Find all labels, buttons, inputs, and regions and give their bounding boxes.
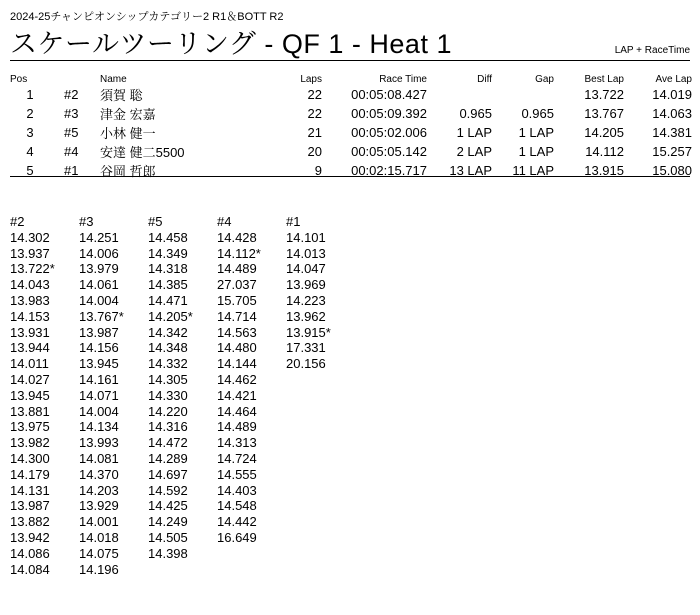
lap-time: 14.006 <box>79 245 119 261</box>
lap-time: 14.305 <box>148 371 188 387</box>
result-best-lap: 14.112 <box>585 144 624 159</box>
col-header-ave-lap: Ave Lap <box>655 74 692 85</box>
result-pos: 5 <box>26 163 34 178</box>
lap-time: 14.548 <box>217 498 257 514</box>
result-no: #5 <box>64 125 79 140</box>
result-best-lap: 13.915 <box>584 163 624 178</box>
col-header-number <box>64 72 90 85</box>
lap-column-car-number: #3 <box>79 214 94 229</box>
lap-time: 14.251 <box>79 229 119 245</box>
lap-time: 14.489 <box>217 261 257 277</box>
lap-time: 15.705 <box>217 292 257 308</box>
lap-time: 14.472 <box>148 435 188 451</box>
lap-column <box>217 214 286 577</box>
lap-time: 14.086 <box>10 545 50 561</box>
lap-time: 14.313 <box>217 435 257 451</box>
lap-time: 14.425 <box>148 498 188 514</box>
lap-time: 13.945 <box>79 356 119 372</box>
result-diff: 2 LAP <box>456 144 492 159</box>
result-diff: 13 LAP <box>449 163 492 178</box>
result-best-lap: 13.767 <box>584 106 624 121</box>
lap-time: 14.203 <box>79 482 119 498</box>
lap-time: 14.220 <box>148 403 188 419</box>
lap-time: 13.937 <box>10 245 50 261</box>
result-race-time: 00:05:09.392 <box>351 106 427 121</box>
lap-time: 13.929 <box>79 498 119 514</box>
result-gap: 1 LAP <box>518 144 554 159</box>
lap-time: 14.592 <box>148 482 188 498</box>
lap-time: 14.043 <box>10 277 50 293</box>
lap-time: 20.156 <box>286 356 326 372</box>
col-header-best-lap: Best Lap <box>584 74 624 85</box>
lap-time: 14.421 <box>217 387 257 403</box>
result-ave-lap: 14.063 <box>652 106 692 121</box>
lap-time: 14.156 <box>79 340 119 356</box>
lap-time: 13.982 <box>10 435 50 451</box>
lap-time: 14.348 <box>148 340 188 356</box>
lap-time: 13.942 <box>10 529 50 545</box>
result-ave-lap: 14.381 <box>652 125 692 140</box>
result-row <box>10 123 692 142</box>
lap-time: 14.505 <box>148 529 188 545</box>
result-name: 小林 健一 <box>100 126 156 141</box>
lap-time: 13.987 <box>10 498 50 514</box>
result-no: #2 <box>64 87 79 102</box>
col-header-laps: Laps <box>300 74 322 85</box>
lap-time: 14.300 <box>10 450 50 466</box>
result-laps: 22 <box>307 87 322 102</box>
lap-time: 14.179 <box>10 466 50 482</box>
header-divider <box>10 60 690 61</box>
result-row <box>10 104 692 123</box>
lap-time: 14.081 <box>79 450 119 466</box>
result-ave-lap: 14.019 <box>652 87 692 102</box>
result-best-lap: 13.722 <box>584 87 624 102</box>
lap-time: 14.714 <box>217 308 257 324</box>
result-no: #4 <box>64 144 79 159</box>
lap-time: 14.458 <box>148 229 188 245</box>
lap-time: 13.945 <box>10 387 50 403</box>
result-name: 谷岡 哲郎 <box>100 164 156 179</box>
lap-time: 17.331 <box>286 340 326 356</box>
result-row <box>10 161 692 180</box>
lap-time: 14.370 <box>79 466 119 482</box>
lap-time: 14.131 <box>10 482 50 498</box>
result-gap: 0.965 <box>521 106 554 121</box>
result-name: 安達 健二5500 <box>100 145 185 160</box>
result-name: 津金 宏嘉 <box>100 107 156 122</box>
lap-time: 14.442 <box>217 514 257 530</box>
lap-column <box>148 214 217 577</box>
lap-time: 14.555 <box>217 466 257 482</box>
lap-time: 14.489 <box>217 419 257 435</box>
lap-time: 13.993 <box>79 435 119 451</box>
result-best-lap: 14.205 <box>584 125 624 140</box>
lap-time: 13.962 <box>286 308 326 324</box>
lap-time: 13.722* <box>10 261 55 277</box>
lap-time: 13.931 <box>10 324 50 340</box>
result-race-time: 00:05:02.006 <box>351 125 427 140</box>
lap-time: 14.318 <box>148 261 188 277</box>
lap-time: 14.464 <box>217 403 257 419</box>
result-name: 須賀 聡 <box>100 88 143 103</box>
result-laps: 21 <box>307 125 322 140</box>
lap-time: 14.004 <box>79 403 119 419</box>
lap-time: 13.882 <box>10 514 50 530</box>
result-laps: 22 <box>307 106 322 121</box>
lap-time: 14.047 <box>286 261 326 277</box>
lap-time: 14.153 <box>10 308 50 324</box>
lap-column-car-number: #5 <box>148 214 163 229</box>
result-diff: 0.965 <box>459 106 492 121</box>
lap-time: 14.471 <box>148 292 188 308</box>
result-race-time: 00:05:05.142 <box>351 144 427 159</box>
lap-time: 14.134 <box>79 419 119 435</box>
result-diff: 1 LAP <box>456 125 492 140</box>
lap-time: 14.697 <box>148 466 188 482</box>
lap-time: 14.332 <box>148 356 188 372</box>
result-ave-lap: 15.257 <box>652 144 692 159</box>
lap-time: 14.071 <box>79 387 119 403</box>
lap-time: 13.969 <box>286 277 326 293</box>
lap-time: 14.316 <box>148 419 188 435</box>
lap-time: 14.249 <box>148 514 188 530</box>
lap-time: 14.289 <box>148 450 188 466</box>
lap-time: 14.385 <box>148 277 188 293</box>
col-header-diff: Diff <box>477 74 492 85</box>
result-pos: 3 <box>26 125 34 140</box>
result-race-time: 00:05:08.427 <box>351 87 427 102</box>
result-laps: 9 <box>314 163 322 178</box>
result-race-time: 00:02:15.717 <box>351 163 427 178</box>
lap-time: 14.027 <box>10 371 50 387</box>
lap-time: 14.018 <box>79 529 119 545</box>
lap-column <box>79 214 148 577</box>
lap-column-car-number: #2 <box>10 214 25 229</box>
lap-time: 13.975 <box>10 419 50 435</box>
col-header-gap: Gap <box>535 74 554 85</box>
lap-time: 27.037 <box>217 277 257 293</box>
result-row <box>10 85 692 104</box>
lap-time: 14.398 <box>148 545 188 561</box>
lap-times-grid <box>10 214 355 577</box>
event-subtitle: 2024-25チャンピオンシップカテゴリー2 R1＆BOTT R2 <box>10 11 284 23</box>
lap-time: 14.480 <box>217 340 257 356</box>
results-header-row <box>10 72 692 85</box>
lap-time: 14.004 <box>79 292 119 308</box>
lap-time: 16.649 <box>217 529 257 545</box>
lap-time: 14.724 <box>217 450 257 466</box>
result-laps: 20 <box>307 144 322 159</box>
lap-time: 14.302 <box>10 229 50 245</box>
lap-time: 13.944 <box>10 340 50 356</box>
result-row <box>10 142 692 161</box>
lap-time: 13.987 <box>79 324 119 340</box>
lap-time: 14.013 <box>286 245 326 261</box>
lap-time: 13.915* <box>286 324 331 340</box>
lap-time: 14.403 <box>217 482 257 498</box>
lap-time: 14.342 <box>148 324 188 340</box>
result-gap <box>492 85 554 104</box>
lap-time: 13.767* <box>79 308 124 324</box>
lap-time: 14.101 <box>286 229 326 245</box>
lap-column <box>286 214 355 577</box>
lap-time: 14.196 <box>79 561 119 577</box>
lap-time: 14.061 <box>79 277 119 293</box>
lap-time: 14.112* <box>217 245 261 261</box>
lap-column-car-number: #1 <box>286 214 301 229</box>
lap-time: 14.428 <box>217 229 257 245</box>
result-gap: 1 LAP <box>518 125 554 140</box>
lap-time: 13.979 <box>79 261 119 277</box>
lap-time: 14.011 <box>10 356 49 372</box>
display-mode-label: LAP + RaceTime <box>614 45 690 56</box>
results-table <box>10 72 692 180</box>
results-divider <box>10 176 690 177</box>
result-gap: 11 LAP <box>512 163 554 178</box>
lap-time: 14.205* <box>148 308 193 324</box>
result-diff <box>427 85 492 104</box>
lap-time: 14.462 <box>217 371 257 387</box>
lap-time: 14.223 <box>286 292 326 308</box>
lap-time: 14.144 <box>217 356 257 372</box>
lap-time: 14.075 <box>79 545 119 561</box>
result-pos: 4 <box>26 144 34 159</box>
col-header-name: Name <box>100 74 127 85</box>
result-no: #3 <box>64 106 79 121</box>
lap-time: 13.983 <box>10 292 50 308</box>
lap-time: 14.563 <box>217 324 257 340</box>
lap-column <box>10 214 79 577</box>
col-header-race-time: Race Time <box>379 74 427 85</box>
result-pos: 2 <box>26 106 34 121</box>
page-title: スケールツーリング - QF 1 - Heat 1 <box>10 29 452 59</box>
lap-time: 14.161 <box>79 371 119 387</box>
lap-time: 14.330 <box>148 387 188 403</box>
col-header-pos: Pos <box>10 74 28 85</box>
lap-time: 13.881 <box>10 403 50 419</box>
lap-time: 14.001 <box>79 514 119 530</box>
result-pos: 1 <box>26 87 34 102</box>
result-no: #1 <box>64 163 79 178</box>
lap-time: 14.084 <box>10 561 50 577</box>
result-ave-lap: 15.080 <box>652 163 692 178</box>
lap-time: 14.349 <box>148 245 188 261</box>
lap-column-car-number: #4 <box>217 214 232 229</box>
